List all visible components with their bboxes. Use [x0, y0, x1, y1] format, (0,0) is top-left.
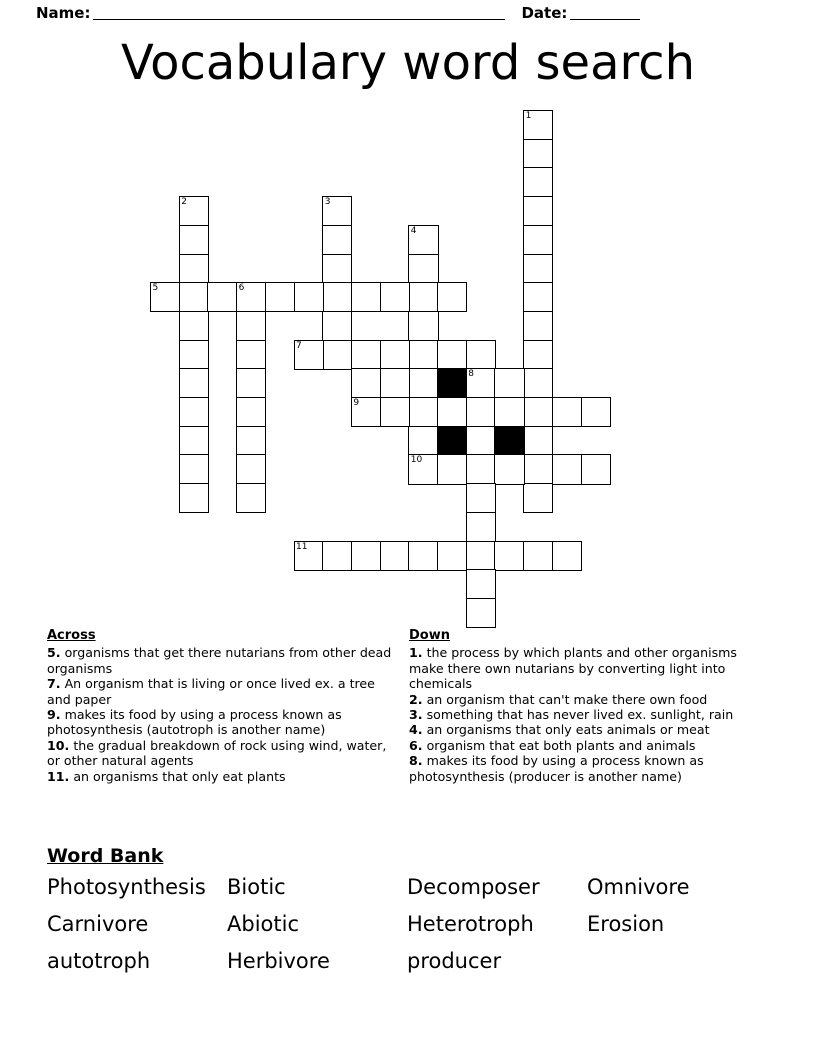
date-label: Date: [521, 4, 568, 22]
crossword-cell[interactable] [179, 282, 209, 312]
crossword-cell[interactable] [408, 454, 438, 484]
crossword-cell[interactable] [408, 426, 438, 456]
clue-text: the gradual breakdown of rock using wind, water, or other natural agents [47, 737, 387, 769]
crossword-cell[interactable] [236, 368, 266, 398]
crossword-cell[interactable] [380, 541, 410, 571]
name-label: Name: [36, 4, 91, 22]
word-bank-heading: Word Bank [47, 845, 164, 867]
crossword-cell[interactable] [523, 196, 553, 226]
crossword-clue-number: 1 [525, 111, 532, 121]
crossword-cell[interactable] [236, 426, 266, 456]
clues-across-heading: Across [47, 628, 96, 643]
crossword-cell[interactable] [322, 311, 352, 341]
crossword-cell[interactable] [408, 311, 438, 341]
crossword-cell[interactable] [552, 541, 582, 571]
crossword-cell[interactable] [265, 282, 295, 312]
crossword-cell[interactable] [236, 483, 266, 513]
crossword-blocked-cell [437, 368, 467, 398]
clue-number: 7. [47, 676, 61, 692]
clue-text: an organism that can't make there own food [422, 691, 708, 707]
crossword-cell[interactable] [179, 368, 209, 398]
crossword-cell[interactable] [322, 225, 352, 255]
crossword-clue-number: 8 [468, 369, 474, 380]
word-bank-item: Omnivore [587, 875, 690, 899]
crossword-cell[interactable] [494, 541, 524, 571]
word-bank-grid [47, 873, 777, 976]
crossword-cell[interactable] [523, 254, 553, 284]
word-bank-item: Heterotroph [407, 912, 534, 936]
crossword-cell[interactable] [466, 340, 496, 370]
crossword-cell[interactable] [523, 541, 553, 571]
clue-text: something that has never lived ex. sunlight, rain [422, 707, 734, 723]
word-bank-item: autotroph [47, 949, 151, 973]
word-bank-section [47, 845, 777, 976]
clue-text: the process by which plants and other organisms make there own nutarians by converting light into chemicals [409, 645, 737, 692]
clue-across-7 [47, 676, 399, 707]
word-bank-item: Photosynthesis [47, 875, 206, 899]
crossword-cell[interactable] [437, 454, 467, 484]
clue-down-1 [409, 645, 757, 691]
clues-across-column [47, 628, 399, 784]
clue-number: 8. [409, 753, 423, 769]
crossword-cell[interactable] [523, 368, 553, 398]
crossword-cell[interactable] [150, 282, 180, 312]
crossword-cell[interactable] [408, 282, 438, 312]
crossword-cell[interactable] [523, 139, 553, 169]
crossword-cell[interactable] [494, 397, 524, 427]
crossword-cell[interactable] [437, 282, 467, 312]
clue-text: makes its food by using a process known as photosynthesis (producer is another name) [409, 753, 704, 784]
crossword-cell[interactable] [523, 454, 553, 484]
clue-down-2 [409, 692, 757, 707]
clue-number: 5. [47, 645, 61, 661]
crossword-cell[interactable] [523, 167, 553, 197]
crossword-cell[interactable] [179, 254, 209, 284]
crossword-cell[interactable] [351, 541, 381, 571]
crossword-cell[interactable] [523, 483, 553, 513]
crossword-cell[interactable] [552, 397, 582, 427]
word-bank-item: Biotic [227, 875, 286, 899]
clue-text: an organisms that only eat plants [69, 768, 286, 784]
clues-down-heading: Down [409, 628, 450, 643]
crossword-cell[interactable] [408, 397, 438, 427]
crossword-cell[interactable] [322, 282, 352, 312]
clue-across-5 [47, 645, 399, 676]
clues-down-column [409, 628, 757, 784]
crossword-cell[interactable] [179, 483, 209, 513]
clue-number: 3. [409, 707, 423, 723]
crossword-cell[interactable] [466, 569, 496, 599]
crossword-cell[interactable] [408, 340, 438, 370]
crossword-cell[interactable] [179, 426, 209, 456]
crossword-cell[interactable] [523, 311, 553, 341]
word-bank-item: Decomposer [407, 875, 540, 899]
clue-down-6 [409, 738, 757, 753]
clue-number: 11. [47, 768, 70, 784]
crossword-cell[interactable] [437, 397, 467, 427]
clue-text: organisms that get there nutarians from other dead organisms [47, 645, 392, 676]
crossword-cell[interactable] [466, 512, 496, 542]
crossword-cell[interactable] [351, 368, 381, 398]
clue-number: 6. [409, 737, 423, 753]
crossword-clue-number: 5 [152, 283, 159, 294]
clue-down-4 [409, 722, 757, 737]
crossword-cell[interactable] [236, 454, 266, 484]
crossword-cell[interactable] [466, 397, 496, 427]
clue-across-9 [47, 707, 399, 738]
crossword-clue-number: 4 [410, 225, 417, 236]
clue-text: makes its food by using a process known as photosynthesis (autotroph is another name) [47, 707, 342, 738]
crossword-cell[interactable] [294, 340, 324, 370]
crossword-cell[interactable] [437, 541, 467, 571]
crossword-cell[interactable] [236, 311, 266, 341]
crossword-cell[interactable] [523, 397, 553, 427]
crossword-cell[interactable] [523, 340, 553, 370]
crossword-cell[interactable] [466, 454, 496, 484]
crossword-cell[interactable] [351, 397, 381, 427]
clue-across-10 [47, 738, 399, 769]
crossword-cell[interactable] [408, 541, 438, 571]
crossword-cell[interactable] [179, 311, 209, 341]
crossword-cell[interactable] [236, 340, 266, 370]
crossword-cell[interactable] [294, 541, 324, 571]
crossword-clue-number: 3 [324, 197, 331, 208]
crossword-cell[interactable] [523, 282, 553, 312]
crossword-cell[interactable] [466, 598, 496, 628]
crossword-blocked-cell [437, 426, 467, 456]
crossword-cell[interactable] [408, 368, 438, 398]
crossword-cell[interactable] [581, 397, 611, 427]
crossword-cell[interactable] [380, 397, 410, 427]
word-bank-item: Abiotic [227, 912, 299, 936]
crossword-cell[interactable] [494, 454, 524, 484]
crossword-clue-number: 10 [410, 455, 423, 466]
crossword-clue-number: 6 [238, 283, 245, 294]
crossword-cell[interactable] [322, 541, 352, 571]
crossword-clue-number: 2 [181, 197, 187, 208]
crossword-cell[interactable] [466, 426, 496, 456]
word-bank-item: Erosion [587, 912, 665, 936]
crossword-cell[interactable] [523, 110, 553, 140]
crossword-cell[interactable] [523, 426, 553, 456]
crossword-cell[interactable] [466, 368, 496, 398]
clues-down-list [409, 645, 757, 784]
crossword-cell[interactable] [179, 340, 209, 370]
crossword-cell[interactable] [380, 368, 410, 398]
crossword-cell[interactable] [236, 397, 266, 427]
crossword-cell[interactable] [523, 225, 553, 255]
clue-text: An organism that is living or once lived ex. a tree and paper [47, 676, 375, 707]
crossword-cell[interactable] [581, 454, 611, 484]
crossword-cell[interactable] [322, 340, 352, 370]
clues-section [0, 628, 816, 828]
crossword-cell[interactable] [408, 254, 438, 284]
crossword-cell[interactable] [207, 282, 237, 312]
crossword-clue-number: 7 [296, 340, 302, 351]
crossword-clue-number: 9 [353, 398, 360, 408]
word-bank-empty-slot [587, 947, 767, 976]
crossword-blocked-cell [494, 426, 524, 456]
word-bank-item: producer [407, 949, 502, 973]
clue-number: 2. [409, 691, 423, 707]
crossword-cell[interactable] [437, 340, 467, 370]
clue-across-11 [47, 769, 399, 784]
crossword-cell[interactable] [322, 196, 352, 226]
clue-number: 1. [409, 645, 423, 661]
crossword-cell[interactable] [552, 454, 582, 484]
clue-number: 10. [47, 737, 70, 753]
crossword-cell[interactable] [294, 282, 324, 312]
crossword-cell[interactable] [380, 282, 410, 312]
crossword-cell[interactable] [494, 368, 524, 398]
clue-number: 9. [47, 707, 61, 723]
crossword-cell[interactable] [179, 196, 209, 226]
crossword-cell[interactable] [380, 340, 410, 370]
crossword-cell[interactable] [408, 225, 438, 255]
clue-text: an organisms that only eats animals or meat [422, 722, 710, 738]
crossword-cell[interactable] [351, 282, 381, 312]
clue-down-8 [409, 753, 757, 784]
crossword-cell[interactable] [179, 397, 209, 427]
crossword-cell[interactable] [179, 454, 209, 484]
crossword-cell[interactable] [322, 254, 352, 284]
clues-across-list [47, 645, 399, 784]
crossword-clue-number: 11 [296, 541, 308, 552]
crossword-cell[interactable] [179, 225, 209, 255]
crossword-cell[interactable] [351, 340, 381, 370]
page-title: Vocabulary word search [120, 35, 695, 91]
clue-down-3 [409, 707, 757, 722]
crossword-cell[interactable] [466, 483, 496, 513]
clue-text: organism that eat both plants and animals [422, 737, 696, 753]
clue-number: 4. [409, 722, 423, 738]
crossword-cell[interactable] [236, 282, 266, 312]
word-bank-item: Herbivore [227, 949, 330, 973]
word-bank-item: Carnivore [47, 912, 149, 936]
